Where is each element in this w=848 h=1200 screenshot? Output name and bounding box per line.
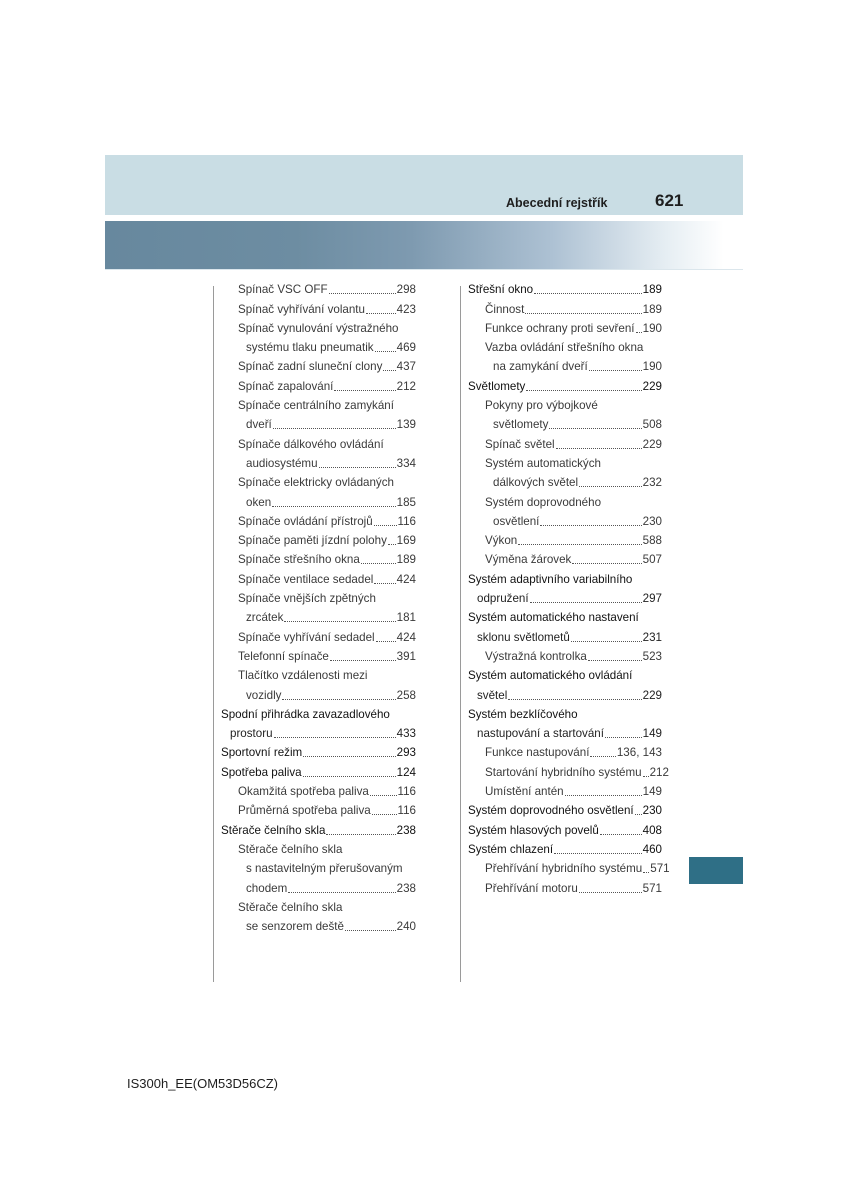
index-entry-page: 508 [642,418,662,432]
index-entry-term: Funkce nastupování [485,746,590,760]
index-entry-term: prostoru [230,727,273,741]
index-entry [221,587,416,606]
index-entry-term: Výměna žárovek [485,553,572,567]
index-entry [221,413,416,432]
index-entry-page: 189 [642,302,662,316]
index-entry [221,799,416,818]
index-entry [221,510,416,529]
index-entry-term: Spotřeba paliva [221,765,302,779]
index-entry [221,722,416,741]
index-entry-page: 212 [649,765,669,779]
index-entry-page: 238 [396,881,416,895]
index-entry-page: 408 [642,823,662,837]
index-entry-term: Spínač vynulování výstražného [238,321,399,335]
index-entry-term: dálkových světel [493,476,579,490]
index-entry-term: Přehřívání motoru [485,881,578,895]
index-entry-page: 116 [397,785,416,799]
index-entry [221,896,416,915]
index-entry-term: Spínače střešního okna [238,553,360,567]
chapter-tab [689,857,743,884]
document-code: IS300h_EE(OM53D56CZ) [127,1076,279,1091]
dot-leader [366,313,396,314]
dot-leader [274,737,396,738]
index-entry-term: Spínače centrálního zamykání [238,399,394,413]
index-entry-term: Činnost [485,302,525,316]
index-entry-term: Přehřívání hybridního systému [485,862,643,876]
dot-leader [643,776,649,777]
index-entry-term: s nastavitelným přerušovaným [246,862,403,876]
index-entry [221,857,416,876]
index-entry-page: 189 [396,553,416,567]
index-entry-page: 460 [642,842,662,856]
index-entry-term: Spínač světel [485,437,555,451]
index-entry-term: audiosystému [246,456,318,470]
index-entry-term: Stěrače čelního skla [238,842,343,856]
index-entry [468,606,662,625]
index-entry-term: Střešní okno [468,283,534,297]
index-entry-page: 293 [396,746,416,760]
index-entry-term: Systém automatického nastavení [468,611,639,625]
index-entry [468,645,662,664]
index-entry-page: 437 [396,360,416,374]
index-entry-term: systému tlaku pneumatik [246,341,374,355]
dot-leader [579,486,642,487]
index-entry-term: na zamykání dveří [493,360,588,374]
dot-leader [526,390,641,391]
index-entry-term: sklonu světlometů [477,630,570,644]
index-entry-page: 588 [642,534,662,548]
index-entry-term: Spínač zapalování [238,379,334,393]
index-entry [468,297,662,316]
index-entry [221,818,416,837]
index-entry-page: 229 [642,379,662,393]
index-entry-term: chodem [246,881,288,895]
dot-leader [588,660,642,661]
dot-leader [370,795,397,796]
index-entry [468,567,662,586]
index-entry [468,452,662,471]
index-entry-term: Spínače vnějších zpětných [238,592,376,606]
index-entry-term: Systém adaptivního variabilního [468,572,633,586]
index-entry-term: oken [246,495,272,509]
index-entry-term: Spínač VSC OFF [238,283,328,297]
dot-leader [635,814,642,815]
index-entry [468,336,662,355]
index-entry-page: 232 [642,476,662,490]
index-entry-term: odpružení [477,592,529,606]
index-entry-term: Spínač vyhřívání volantu [238,302,365,316]
index-entry-term: se senzorem deště [246,920,344,934]
dot-leader [534,293,642,294]
dot-leader [282,699,395,700]
index-entry-page: 231 [642,630,662,644]
index-entry [221,703,416,722]
index-entry-page: 507 [642,553,662,567]
index-entry [468,432,662,451]
left-column-rule [213,286,214,982]
index-entry [468,510,662,529]
index-entry-term: světel [477,688,508,702]
dot-leader [525,313,641,314]
index-entry-page: 469 [396,341,416,355]
index-entry-term: Funkce ochrany proti sevření [485,321,635,335]
index-entry [221,915,416,934]
dot-leader [272,506,396,507]
dot-leader [361,563,396,564]
dot-leader [508,699,641,700]
dot-leader [345,930,396,931]
index-entry-term: Startování hybridního systému [485,765,642,779]
dot-leader [374,525,397,526]
index-entry [221,876,416,895]
dot-leader [383,370,395,371]
index-entry [221,780,416,799]
index-entry-term: Tlačítko vzdálenosti mezi [238,669,368,683]
index-entry-term: Telefonní spínače [238,649,329,663]
index-entry-term: Vazba ovládání střešního okna [485,341,644,355]
index-entry [221,452,416,471]
dot-leader [374,583,395,584]
index-entry [468,818,662,837]
index-entry-term: Okamžitá spotřeba paliva [238,785,369,799]
index-entry-page: 433 [396,727,416,741]
dot-leader [330,660,396,661]
index-entry [221,490,416,509]
index-entry-term: Průměrná spotřeba paliva [238,804,371,818]
page-number: 621 [655,191,684,210]
index-entry [221,683,416,702]
index-entry-page: 190 [642,321,662,335]
index-entry [468,857,670,876]
dot-leader [600,834,642,835]
index-entry [468,780,662,799]
dot-leader [530,602,642,603]
dot-leader [554,853,642,854]
index-column-left [221,278,416,934]
index-entry [468,394,662,413]
index-entry-page: 189 [642,283,662,297]
index-entry-page: 149 [642,785,662,799]
index-entry [221,432,416,451]
dot-leader [329,293,396,294]
index-entry-term: osvětlení [493,514,540,528]
index-entry [468,760,669,779]
index-entry-page: 185 [396,495,416,509]
index-entry-term: nastupování a startování [477,727,604,741]
dot-leader [388,544,396,545]
index-entry-page: 116 [397,804,416,818]
index-entry-term: Systém bezklíčového [468,707,578,721]
index-entry-page: 136, 143 [616,746,662,760]
index-entry-page: 190 [642,360,662,374]
index-entry [221,374,416,393]
dot-leader [565,795,642,796]
index-entry [468,413,662,432]
index-entry [221,741,416,760]
index-entry-page: 423 [396,302,416,316]
index-entry-page: 571 [650,862,670,876]
index-entry [468,703,662,722]
dot-leader [643,872,649,873]
index-entry-term: vozidly [246,688,282,702]
index-entry-page: 139 [396,418,416,432]
dot-leader [518,544,641,545]
index-entry [221,278,416,297]
index-entry [468,278,662,297]
dot-leader [372,814,397,815]
index-entry-term: zrcátek [246,611,284,625]
index-entry-page: 229 [642,437,662,451]
index-column-right [468,278,670,896]
index-entry-term: Spínače ventilace sedadel [238,572,374,586]
dot-leader [284,621,395,622]
index-entry [221,625,416,644]
index-entry-term: Systém doprovodného osvětlení [468,804,634,818]
index-entry-term: Výkon [485,534,518,548]
index-entry-page: 230 [642,514,662,528]
index-entry-term: Výstražná kontrolka [485,649,587,663]
index-entry-term: Sportovní režim [221,746,303,760]
index-entry-term: Světlomety [468,379,526,393]
index-entry-page: 116 [397,514,416,528]
index-entry-page: 229 [642,688,662,702]
dot-leader [303,756,395,757]
index-entry-term: Pokyny pro výbojkové [485,399,598,413]
index-entry [221,355,416,374]
index-entry-term: Systém chlazení [468,842,554,856]
index-entry [221,336,416,355]
index-entry [221,317,416,336]
index-entry-term: Spínače vyhřívání sedadel [238,630,375,644]
header-band [105,155,743,215]
index-entry-page: 334 [396,456,416,470]
index-entry [468,490,662,509]
index-entry [221,394,416,413]
index-entry [221,645,416,664]
index-entry [468,741,662,760]
index-entry-page: 424 [396,572,416,586]
index-entry-term: Spínače dálkového ovládání [238,437,384,451]
dot-leader [549,428,641,429]
dot-leader [273,428,396,429]
index-entry-page: 169 [396,534,416,548]
dot-leader [605,737,642,738]
index-entry [221,606,416,625]
index-entry [221,567,416,586]
dot-leader [579,892,642,893]
dot-leader [589,370,642,371]
index-entry [468,471,662,490]
dot-leader [636,332,642,333]
index-entry-term: Umístění antén [485,785,564,799]
dot-leader [540,525,641,526]
index-entry-term: Systém doprovodného [485,495,602,509]
index-entry-term: Stěrače čelního skla [221,823,326,837]
index-entry-page: 149 [642,727,662,741]
index-entry [468,625,662,644]
index-entry [221,838,416,857]
index-entry-term: Systém hlasových povelů [468,823,599,837]
index-entry [221,529,416,548]
dot-leader [572,563,641,564]
index-entry-page: 230 [642,804,662,818]
index-entry-page: 297 [642,592,662,606]
index-entry [468,876,662,895]
index-entry-term: Systém automatických [485,456,601,470]
dot-leader [556,448,642,449]
index-entry-term: Spínače ovládání přístrojů [238,514,373,528]
index-entry-term: Spodní přihrádka zavazadlového [221,707,390,721]
index-entry [468,374,662,393]
index-entry-page: 523 [642,649,662,663]
dot-leader [376,641,396,642]
index-entry-page: 124 [396,765,416,779]
index-entry-page: 391 [396,649,416,663]
header-divider [105,269,743,270]
index-entry [468,548,662,567]
index-entry [221,664,416,683]
index-entry [468,664,662,683]
index-entry [221,297,416,316]
index-entry [468,355,662,374]
index-entry-term: Spínače paměti jízdní polohy [238,534,387,548]
dot-leader [288,892,395,893]
index-entry-page: 212 [396,379,416,393]
index-entry-page: 298 [396,283,416,297]
index-entry-page: 238 [396,823,416,837]
index-entry-term: dveří [246,418,272,432]
index-entry [468,529,662,548]
index-entry-page: 571 [642,881,662,895]
index-entry [468,722,662,741]
index-entry [468,683,662,702]
index-entry-page: 181 [396,611,416,625]
index-entry-term: Spínače elektricky ovládaných [238,476,394,490]
index-entry-term: Spínač zadní sluneční clony [238,360,383,374]
section-title: Abecední rejstřík [506,196,608,210]
index-entry [468,317,662,336]
index-entry [221,760,416,779]
dot-leader [319,467,396,468]
dot-leader [375,351,396,352]
dot-leader [334,390,395,391]
middle-column-rule [460,286,461,982]
index-entry [221,548,416,567]
index-entry [468,587,662,606]
dot-leader [590,756,615,757]
index-entry-page: 240 [396,920,416,934]
index-entry [221,471,416,490]
index-entry-term: Stěrače čelního skla [238,900,343,914]
dot-leader [303,776,396,777]
header-gradient-bar [105,221,743,269]
index-entry [468,799,662,818]
index-entry-page: 258 [396,688,416,702]
index-entry-term: Systém automatického ovládání [468,669,633,683]
index-entry-term: světlomety [493,418,549,432]
dot-leader [571,641,642,642]
index-entry-page: 424 [396,630,416,644]
dot-leader [326,834,395,835]
index-entry [468,838,662,857]
